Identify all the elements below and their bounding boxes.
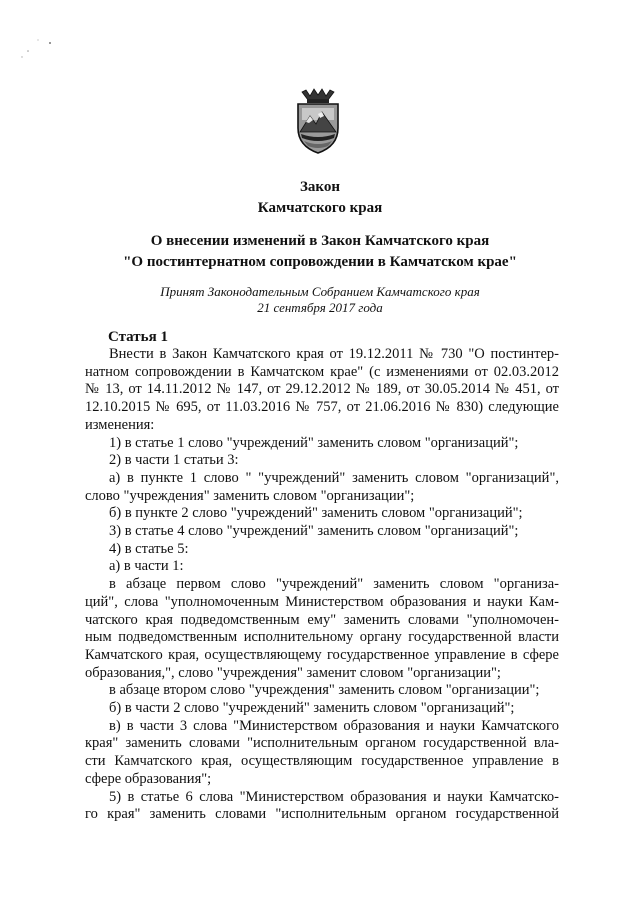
body-line: в) в части 3 слова "Министерством образования и науки Камчатского [109, 717, 559, 734]
body-line: го края" заменить словами "исполнительным органом государственной [85, 806, 559, 823]
body-line: изменения: [85, 416, 155, 433]
scan-speck [49, 42, 51, 44]
law-title [0, 177, 640, 219]
scan-speck [21, 56, 22, 57]
body-line: 2) в части 1 статьи 3: [109, 452, 239, 469]
adoption-body: Принят Законодательным Собранием Камчатского края [160, 284, 480, 299]
adoption-note [0, 284, 640, 316]
body-line: б) в части 2 слово "учреждений" заменить словом "организаций"; [109, 700, 515, 717]
body-line: б) в пункте 2 слово "учреждений" заменить словом "организаций"; [109, 505, 523, 522]
body-line: № 13, от 14.11.2012 № 147, от 29.12.2012 № 189, от 30.05.2014 № 451, от [85, 381, 559, 398]
body-line: 5) в статье 6 слова "Министерством образования и науки Камчатско- [109, 788, 559, 805]
body-line: 4) в статье 5: [109, 540, 189, 557]
law-subtitle-line: О внесении изменений в Закон Камчатского края [150, 233, 490, 249]
body-line: края" заменить словами "исполнительным органом государственной вла- [85, 735, 559, 752]
body-line: натном сопровождении в Камчатском крае" (с изменениями от 02.03.2012 [85, 363, 559, 380]
law-title-line: Закон [299, 179, 340, 195]
body-line: а) в части 1: [109, 558, 184, 575]
body-line: а) в пункте 1 слово " "учреждений" заменить словом "организаций", [109, 469, 559, 486]
body-line: сфере образования"; [85, 770, 212, 787]
coat-of-arms-emblem [288, 86, 348, 156]
law-subtitle-line: "О постинтернатном сопровождении в Камчатском крае" [123, 254, 517, 270]
scan-speck [27, 50, 29, 52]
body-line: ций", слова "уполномоченным Министерством образования и науки Кам- [85, 593, 559, 610]
body-line: сти Камчатского края, осуществляющим государственное управление в [85, 753, 559, 770]
body-line: слово "учреждения" заменить словом "организации"; [85, 487, 415, 504]
scan-speck [37, 39, 38, 40]
body-line: образования,", слово "учреждения" заменит словом "организации"; [85, 664, 501, 681]
adoption-date: 21 сентября 2017 года [257, 300, 383, 315]
body-line: в абзаце первом слово "учреждений" заменить словом "организа- [109, 576, 559, 593]
article-body [85, 346, 559, 824]
body-line: 1) в статье 1 слово "учреждений" заменить словом "организаций"; [109, 434, 519, 451]
body-line: Внести в Закон Камчатского края от 19.12.2011 № 730 "О постинтер- [109, 346, 559, 362]
body-line: в абзаце втором слово "учреждения" заменить словом "организации"; [109, 682, 540, 699]
law-title-region: Камчатского края [257, 200, 383, 216]
body-line: ным подведомственным исполнительному органу государственной власти [85, 629, 559, 646]
article-heading: Статья 1 [108, 329, 168, 345]
law-subtitle [0, 231, 640, 273]
body-line: Камчатского края, осуществляющему государственное управление в сфере [85, 646, 559, 663]
body-line: 3) в статье 4 слово "учреждений" заменить словом "организаций"; [109, 523, 519, 540]
body-line: чатского края подведомственным ему" заменить словами "уполномочен- [85, 611, 559, 628]
body-line: 12.10.2015 № 695, от 11.03.2016 № 757, от 21.06.2016 № 830) следующие [85, 399, 559, 416]
